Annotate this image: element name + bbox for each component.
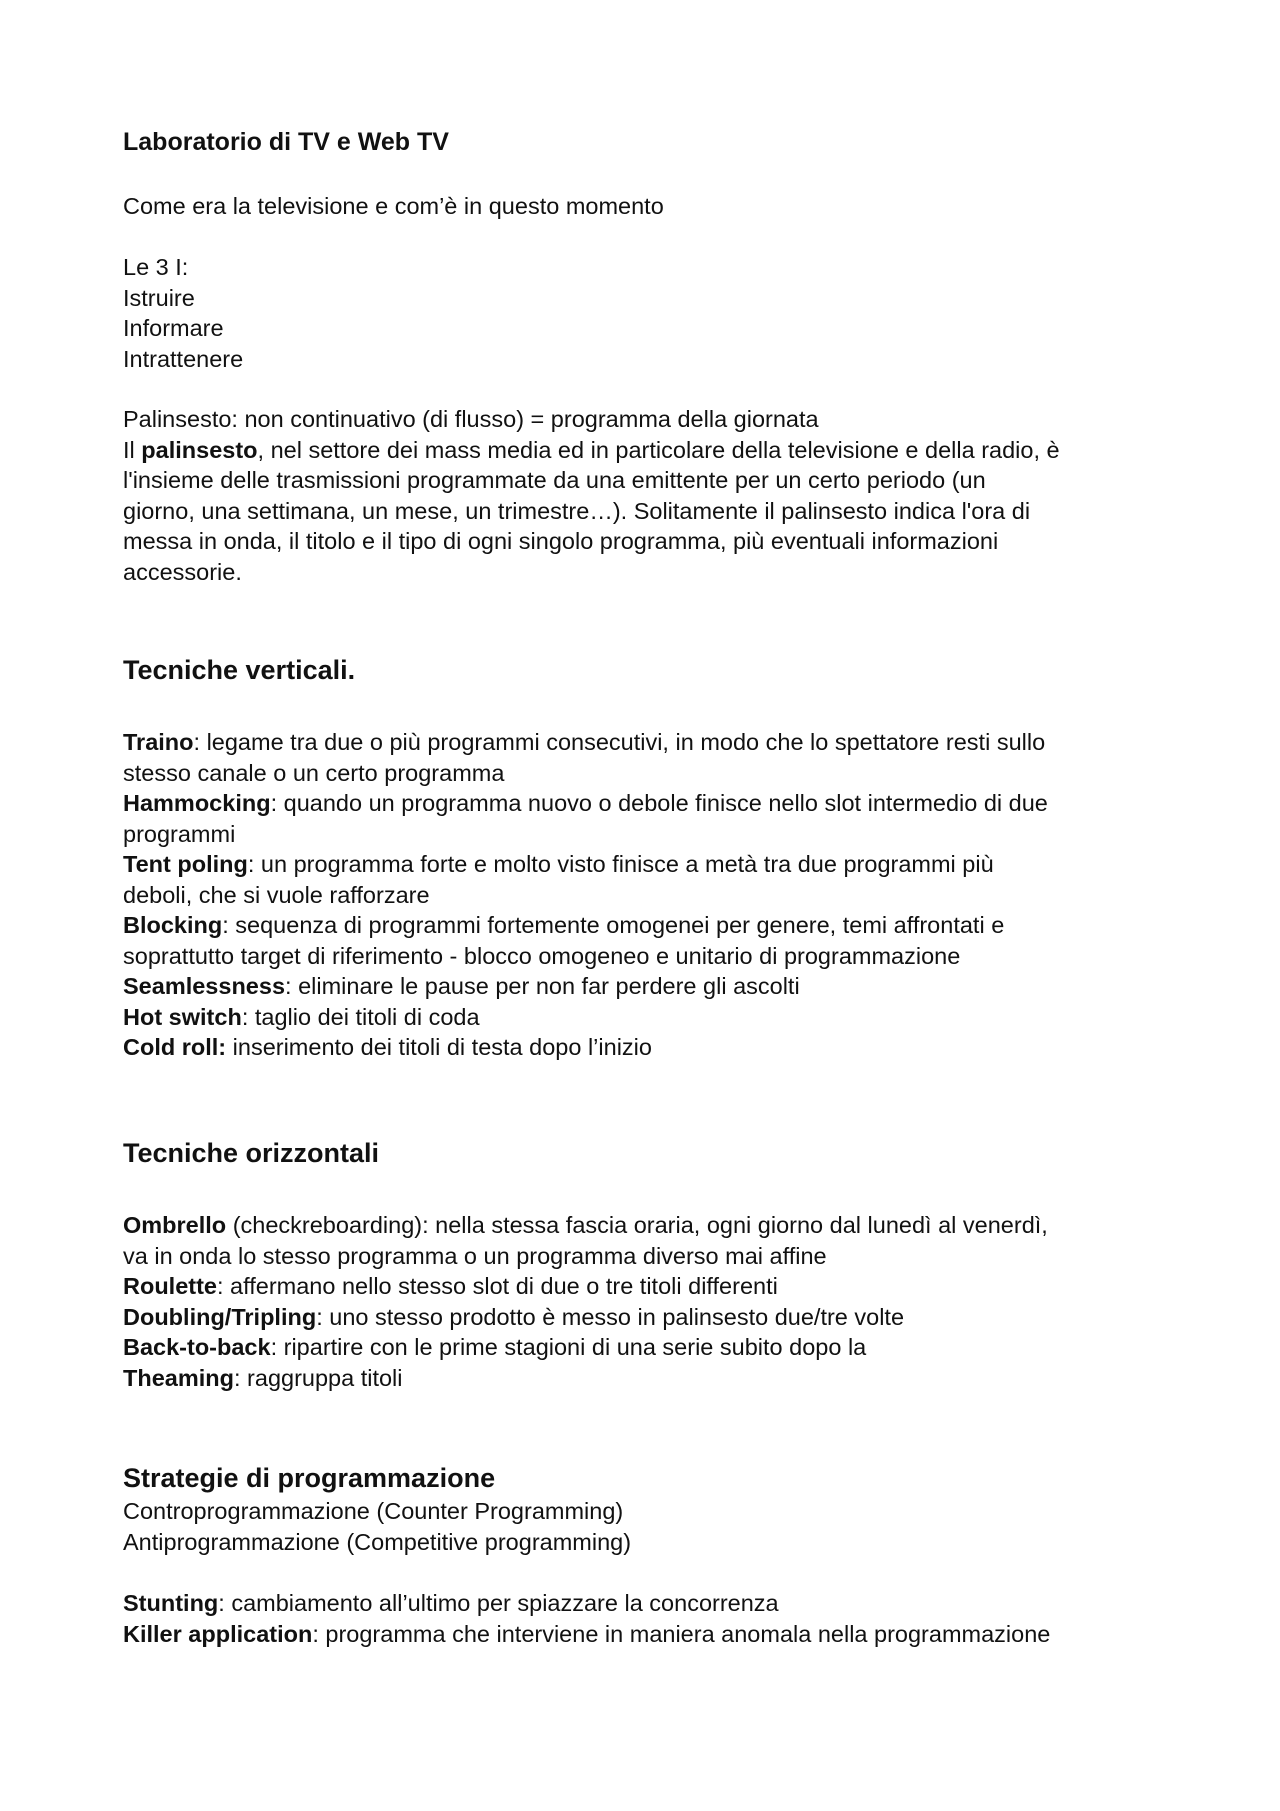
palinsesto-definition-line <box>123 435 1183 466</box>
term: Traino <box>123 729 194 755</box>
definition-hot-switch <box>123 1002 1183 1033</box>
text-fragment: : affermano nello stesso slot di due o tre titoli differenti <box>217 1273 778 1299</box>
definition-hammocking <box>123 788 1183 819</box>
text-fragment: : raggruppa titoli <box>233 1364 403 1391</box>
palinsesto-definition-line: messa in onda, il titolo e il tipo di ogni singolo programma, più eventuali informazioni <box>123 528 999 554</box>
definition-tent-poling <box>123 849 1183 880</box>
text-fragment: : legame tra due o più programmi consecutivi, in modo che lo spettatore resti sullo <box>193 729 1046 755</box>
definition-doubling-tripling <box>123 1302 1183 1333</box>
list-item: Antiprogrammazione (Competitive programming) <box>123 1528 632 1555</box>
palinsesto-definition-line: giorno, una settimana, un mese, un trimestre…). Solitamente il palinsesto indica l'ora di <box>123 497 1031 524</box>
definition-continuation: soprattutto target di riferimento - blocco omogeneo e unitario di programmazione <box>123 942 961 969</box>
definition-cold-roll <box>123 1032 1183 1063</box>
term: Tent poling <box>123 851 248 877</box>
palinsesto-definition-line: l'insieme delle trasmissioni programmate da una emittente per un certo periodo (un <box>123 467 986 493</box>
text-fragment: : cambiamento all’ultimo per spiazzare la concorrenza <box>218 1590 779 1616</box>
text-fragment: : ripartire con le prime stagioni di una serie subito dopo la <box>270 1334 867 1360</box>
horizontal-techniques-list <box>123 1210 1183 1393</box>
vertical-techniques-list <box>123 727 1183 1063</box>
text-fragment: : programma che interviene in maniera anomala nella programmazione <box>312 1620 1051 1647</box>
text-fragment: : taglio dei titoli di coda <box>241 1003 480 1030</box>
term: Seamlessness <box>123 973 286 999</box>
term: Stunting <box>123 1590 219 1616</box>
list-item: Informare <box>123 315 224 341</box>
palinsesto-section <box>123 404 1183 587</box>
list-item: Controprogrammazione (Counter Programming) <box>123 1498 624 1524</box>
definition-blocking <box>123 910 1183 941</box>
term: Hot switch <box>123 1003 242 1030</box>
definition-continuation: stesso canale o un certo programma <box>123 759 505 786</box>
document-title: Laboratorio di TV e Web TV <box>123 128 449 156</box>
definition-back-to-back <box>123 1332 1183 1363</box>
palinsesto-summary: Palinsesto: non continuativo (di flusso) = programma della giornata <box>123 406 819 432</box>
term: palinsesto <box>141 436 258 463</box>
section-heading-horizontal: Tecniche orizzontali <box>123 1138 380 1168</box>
definition-roulette <box>123 1271 1183 1302</box>
definition-stunting <box>123 1588 1183 1619</box>
text-fragment: : un programma forte e molto visto finisce a metà tra due programmi più <box>247 851 994 877</box>
three-i-heading: Le 3 I: <box>123 254 189 280</box>
list-item: Istruire <box>123 284 195 311</box>
term: Doubling/Tripling <box>123 1303 317 1330</box>
section-heading-strategies: Strategie di programmazione <box>123 1463 496 1493</box>
text-fragment: : uno stesso prodotto è messo in palinsesto due/tre volte <box>316 1303 905 1330</box>
term: Hammocking <box>123 790 271 816</box>
text-fragment: : sequenza di programmi fortemente omogenei per genere, temi affrontati e <box>222 912 1005 938</box>
definition-seamlessness <box>123 971 1183 1002</box>
strategies-definitions <box>123 1588 1183 1649</box>
term: Theaming <box>123 1364 234 1391</box>
definition-ombrello <box>123 1210 1183 1241</box>
section-heading-vertical: Tecniche verticali. <box>123 655 356 685</box>
term: Cold roll: <box>123 1034 227 1060</box>
term: Roulette <box>123 1273 217 1299</box>
text-fragment: Il <box>123 436 142 463</box>
definition-traino <box>123 727 1183 758</box>
term: Killer application <box>123 1620 313 1647</box>
text-fragment: inserimento dei titoli di testa dopo l’inizio <box>226 1034 652 1060</box>
text-fragment: (checkreboarding): nella stessa fascia oraria, ogni giorno dal lunedì al venerdì, <box>226 1212 1048 1238</box>
text-fragment: , nel settore dei mass media ed in particolare della televisione e della radio, è <box>257 436 1060 463</box>
definition-killer-application <box>123 1619 1183 1650</box>
subtitle: Come era la televisione e com’è in questo momento <box>123 193 664 219</box>
definition-continuation: va in onda lo stesso programma o un programma diverso mai affine <box>123 1242 827 1269</box>
list-item: Intrattenere <box>123 345 244 372</box>
definition-theaming <box>123 1363 1183 1394</box>
term: Back-to-back <box>123 1334 271 1360</box>
three-i-list <box>123 252 1183 374</box>
text-fragment: : eliminare le pause per non far perdere gli ascolti <box>285 973 800 999</box>
strategies-list <box>123 1496 1183 1557</box>
text-fragment: : quando un programma nuovo o debole finisce nello slot intermedio di due <box>270 790 1048 816</box>
palinsesto-definition-line: accessorie. <box>123 558 242 585</box>
term: Blocking <box>123 912 223 938</box>
term: Ombrello <box>123 1212 227 1238</box>
definition-continuation: programmi <box>123 820 236 847</box>
definition-continuation: deboli, che si vuole rafforzare <box>123 881 430 908</box>
